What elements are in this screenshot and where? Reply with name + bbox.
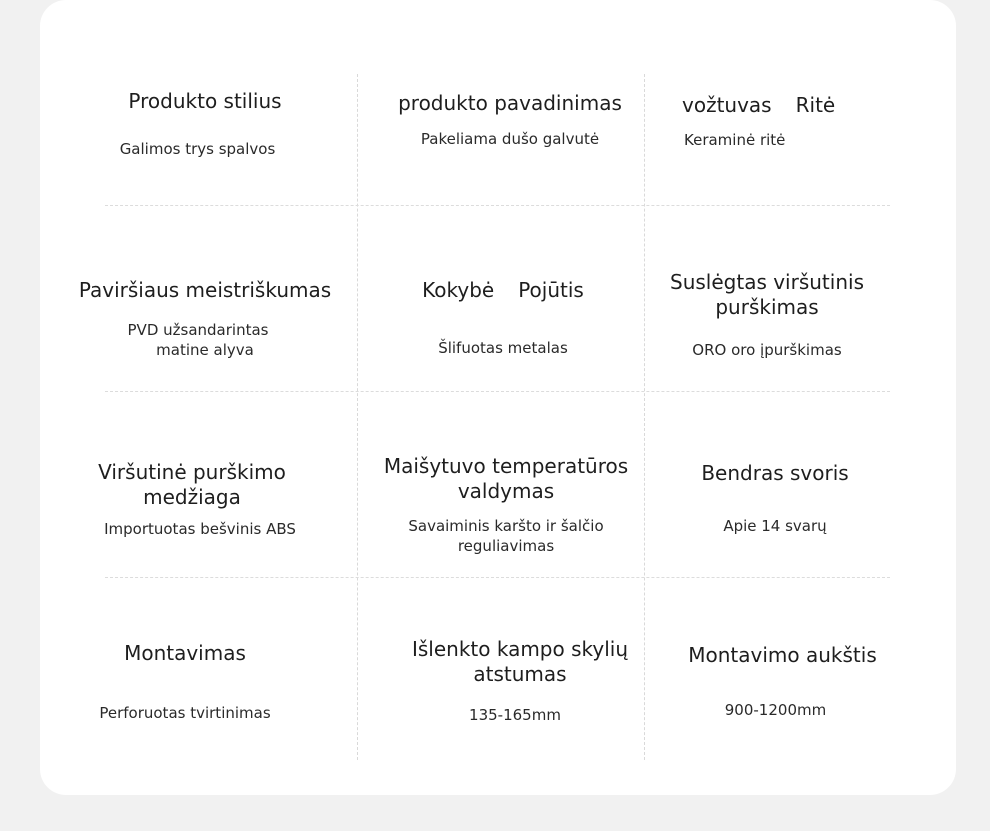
row-divider bbox=[105, 391, 890, 392]
spec-title: Bendras svoris bbox=[701, 461, 849, 485]
spec-title: medžiaga bbox=[143, 485, 241, 509]
spec-title-part: Pojūtis bbox=[518, 278, 584, 302]
spec-total-weight bbox=[660, 461, 890, 536]
spec-bent-hole-distance bbox=[385, 637, 655, 725]
spec-value: ORO oro įpurškimas bbox=[692, 341, 842, 359]
spec-value: Savaiminis karšto ir šalčio bbox=[408, 517, 604, 535]
spec-title: atstumas bbox=[473, 662, 567, 686]
row-divider bbox=[105, 577, 890, 578]
spec-title: purškimas bbox=[715, 295, 819, 319]
spec-value: Perforuotas tvirtinimas bbox=[99, 704, 271, 722]
spec-value: reguliavimas bbox=[457, 537, 555, 555]
spec-value: Šlifuotas metalas bbox=[438, 339, 568, 357]
spec-pressurized-spray bbox=[652, 270, 882, 360]
spec-value: Keraminė ritė bbox=[684, 131, 786, 149]
spec-title: valdymas bbox=[457, 479, 555, 503]
spec-title bbox=[660, 93, 870, 118]
spec-value: Apie 14 svarų bbox=[723, 517, 827, 535]
spec-value: Pakeliama dušo galvutė bbox=[420, 130, 600, 148]
spec-installation bbox=[55, 641, 315, 723]
spec-product-name bbox=[380, 91, 640, 149]
spec-surface-craft bbox=[70, 278, 340, 360]
spec-value: Importuotas bešvinis ABS bbox=[104, 520, 296, 538]
spec-value: PVD užsandarintas bbox=[127, 321, 269, 339]
spec-title-part: vožtuvas bbox=[682, 93, 772, 117]
spec-title-part: Ritė bbox=[795, 93, 836, 117]
row-divider bbox=[105, 205, 890, 206]
spec-title: Viršutinė purškimo bbox=[98, 460, 286, 484]
spec-title: Montavimas bbox=[124, 641, 246, 665]
spec-quality-feel bbox=[380, 278, 640, 358]
spec-value: matine alyva bbox=[156, 341, 254, 359]
column-divider bbox=[357, 74, 358, 760]
spec-title: Produkto stilius bbox=[128, 89, 282, 113]
spec-title bbox=[366, 278, 640, 303]
spec-title: Maišytuvo temperatūros bbox=[383, 454, 629, 478]
spec-title: Montavimo aukštis bbox=[688, 643, 877, 667]
spec-title: Paviršiaus meistriškumas bbox=[78, 278, 332, 302]
spec-valve-cartridge bbox=[660, 93, 870, 150]
spec-top-spray-material bbox=[70, 460, 330, 539]
spec-title-part: Kokybė bbox=[422, 278, 495, 302]
spec-value: 900-1200mm bbox=[724, 701, 827, 719]
spec-mixer-temperature bbox=[378, 454, 648, 556]
spec-value: Galimos trys spalvos bbox=[119, 140, 276, 158]
spec-title: Išlenkto kampo skylių bbox=[411, 637, 629, 661]
spec-product-style bbox=[75, 89, 335, 159]
spec-mount-height bbox=[660, 643, 905, 720]
spec-title: produkto pavadinimas bbox=[398, 91, 622, 115]
spec-value: 135-165mm bbox=[469, 706, 561, 724]
spec-title: Suslėgtas viršutinis bbox=[670, 270, 864, 294]
